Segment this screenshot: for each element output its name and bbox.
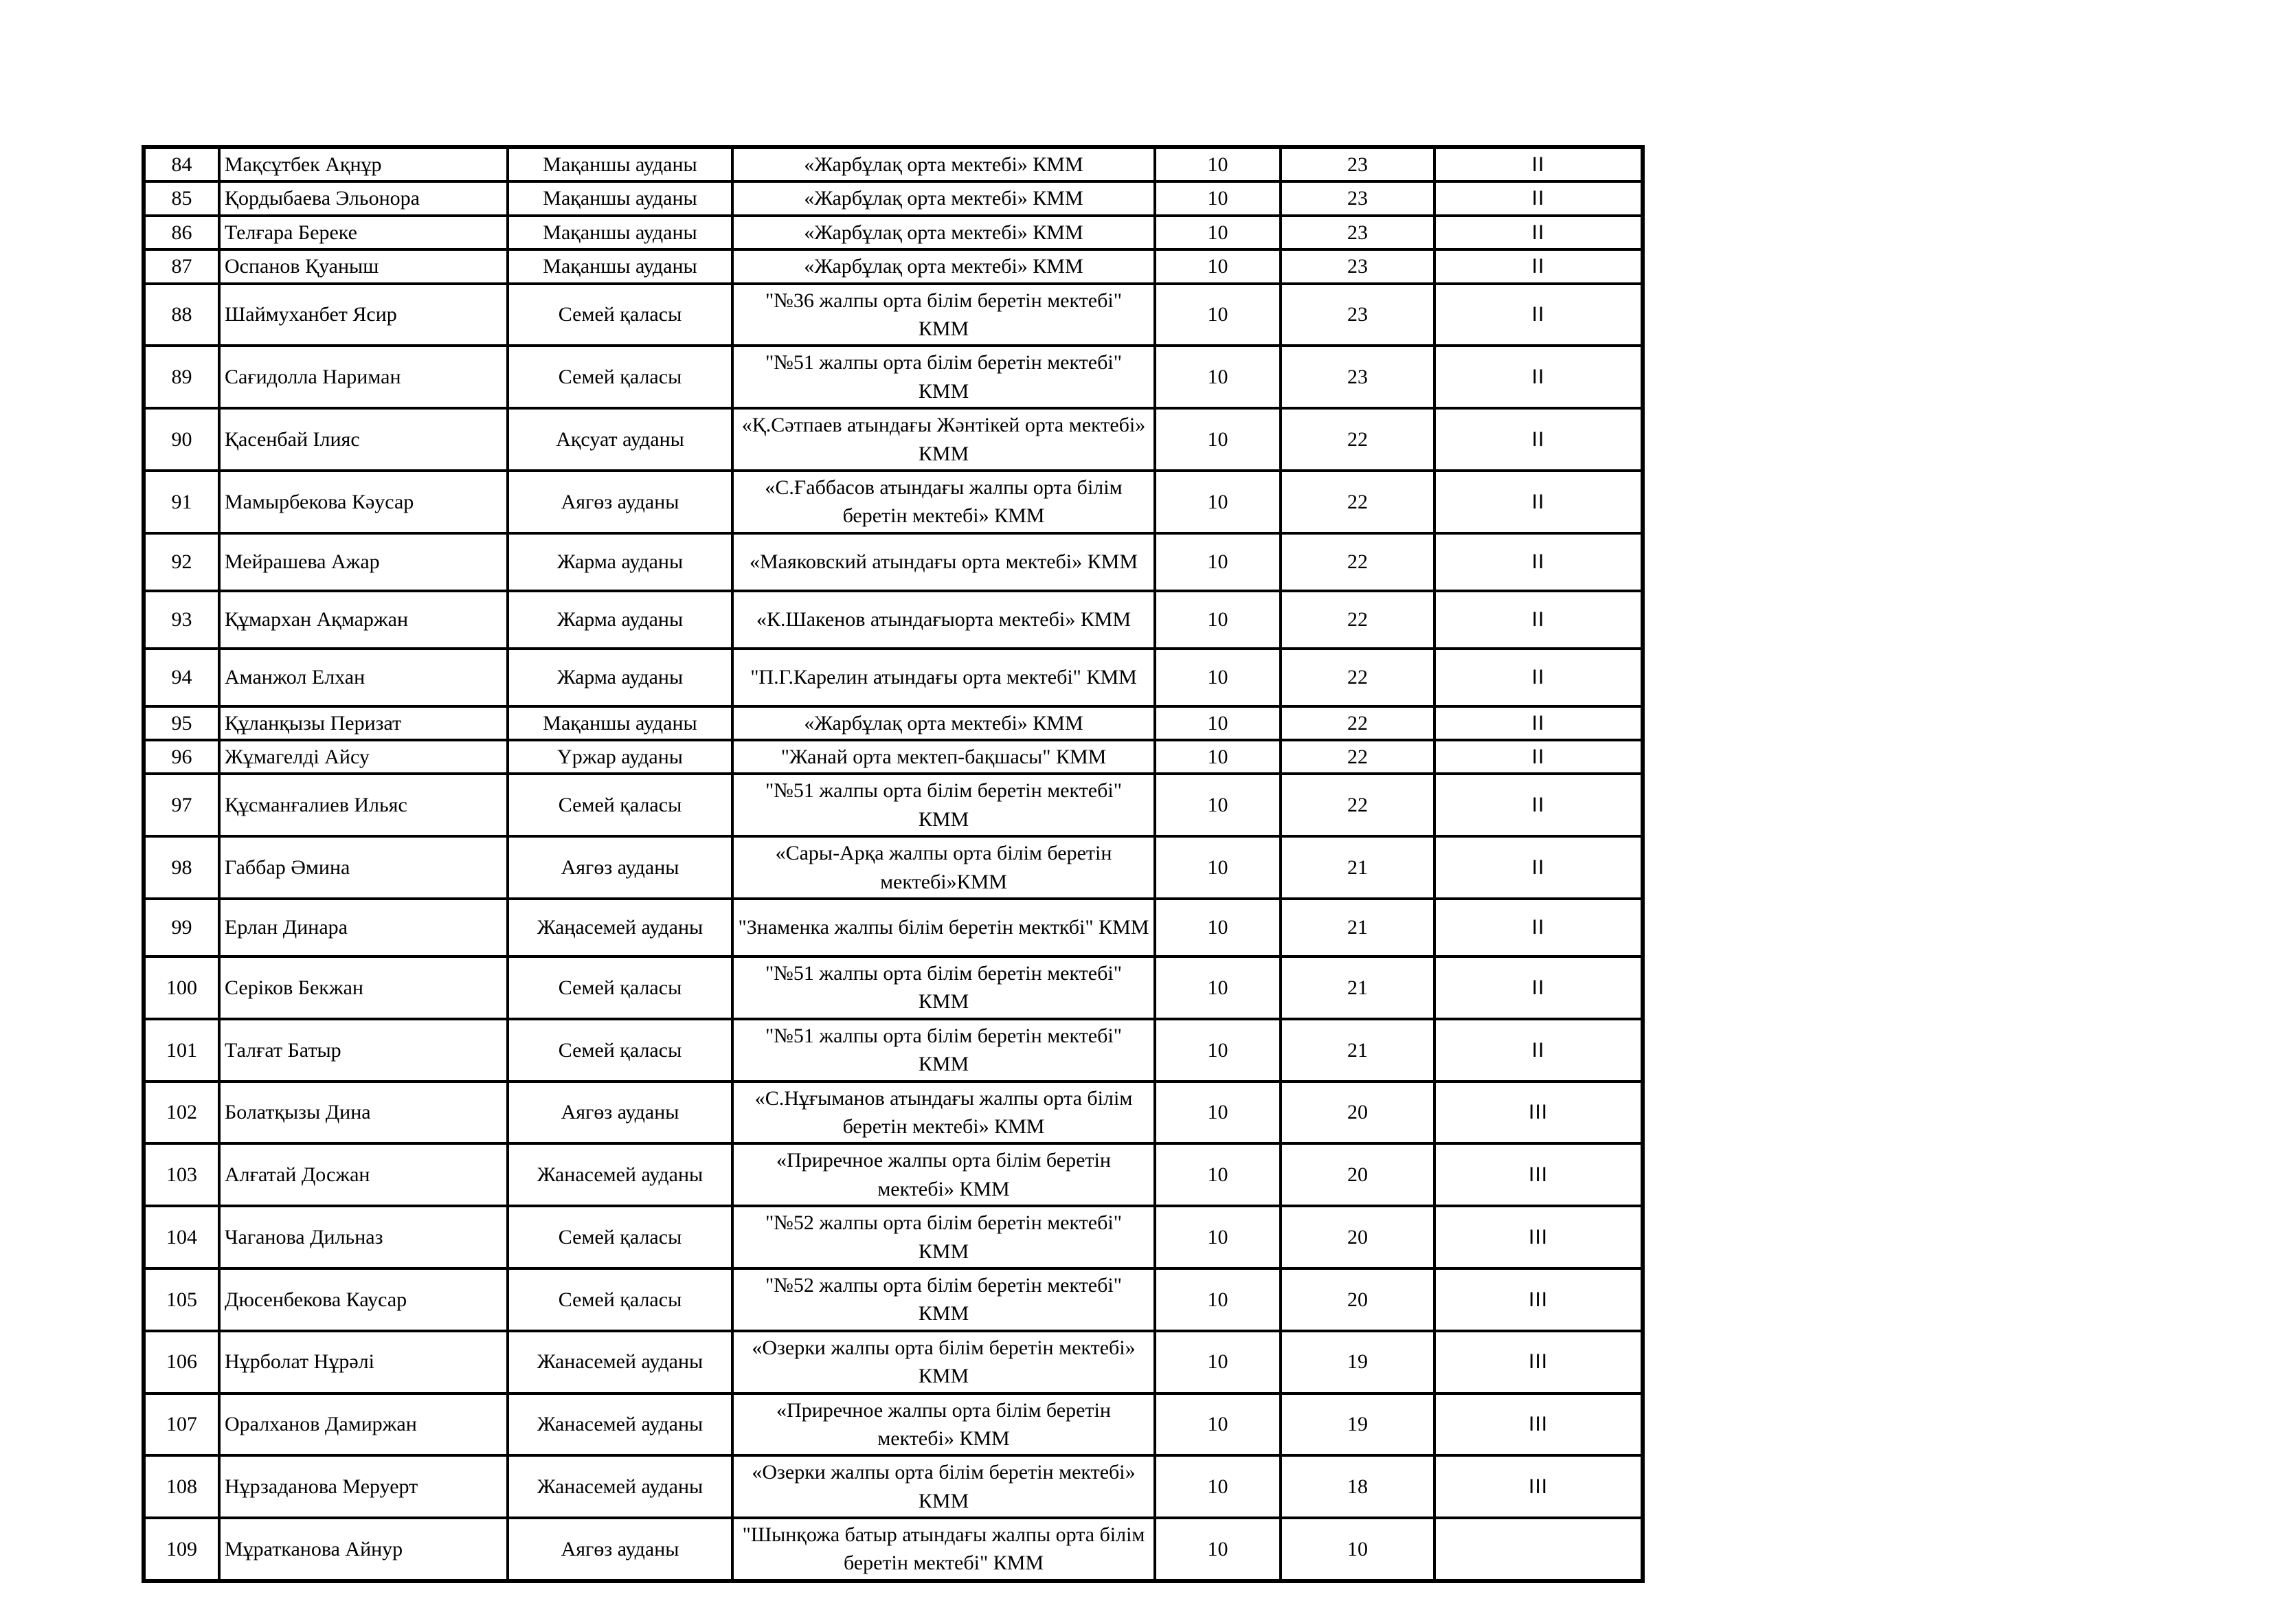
cell-district: Мақаншы ауданы: [508, 147, 732, 181]
cell-number: 94: [144, 649, 219, 706]
cell-level: II: [1434, 147, 1643, 181]
cell-student-name: Нұрзаданова Меруерт: [219, 1455, 508, 1518]
cell-level: [1434, 1518, 1643, 1581]
cell-number: 90: [144, 408, 219, 471]
table-row: [144, 740, 1643, 774]
document-page: [142, 145, 1645, 1583]
cell-school: «Сары-Арқа жалпы орта білім беретін мектебі»КММ: [732, 836, 1155, 899]
cell-score: 23: [1281, 216, 1434, 249]
cell-district: Семей қаласы: [508, 1206, 732, 1268]
cell-grade: 10: [1155, 147, 1281, 181]
cell-score: 22: [1281, 471, 1434, 533]
cell-number: 87: [144, 249, 219, 283]
cell-student-name: Телғара Береке: [219, 216, 508, 249]
cell-level: II: [1434, 249, 1643, 283]
table-row: [144, 533, 1643, 591]
cell-score: 23: [1281, 181, 1434, 215]
cell-score: 22: [1281, 649, 1434, 706]
cell-district: Семей қаласы: [508, 284, 732, 346]
cell-score: 22: [1281, 591, 1434, 649]
cell-student-name: Құмархан Ақмаржан: [219, 591, 508, 649]
cell-score: 23: [1281, 249, 1434, 283]
cell-district: Үржар ауданы: [508, 740, 732, 774]
cell-grade: 10: [1155, 408, 1281, 471]
cell-number: 104: [144, 1206, 219, 1268]
cell-grade: 10: [1155, 956, 1281, 1019]
cell-score: 22: [1281, 774, 1434, 836]
cell-school: «С.Ғаббасов атындағы жалпы орта білім беретін мектебі» КММ: [732, 471, 1155, 533]
table-row: [144, 1019, 1643, 1082]
cell-student-name: Габбар Әмина: [219, 836, 508, 899]
table-row: [144, 1206, 1643, 1268]
table-row: [144, 1393, 1643, 1456]
cell-grade: 10: [1155, 591, 1281, 649]
cell-student-name: Қордыбаева Эльонора: [219, 181, 508, 215]
cell-student-name: Чаганова Дильназ: [219, 1206, 508, 1268]
cell-school: "Жанай орта мектеп-бақшасы" КММ: [732, 740, 1155, 774]
cell-score: 20: [1281, 1206, 1434, 1268]
table-row: [144, 284, 1643, 346]
cell-number: 86: [144, 216, 219, 249]
cell-level: III: [1434, 1206, 1643, 1268]
cell-student-name: Мұратканова Айнур: [219, 1518, 508, 1581]
table-row: [144, 249, 1643, 283]
cell-number: 105: [144, 1268, 219, 1331]
cell-district: Семей қаласы: [508, 346, 732, 408]
table-row: [144, 836, 1643, 899]
cell-level: III: [1434, 1143, 1643, 1206]
cell-number: 84: [144, 147, 219, 181]
cell-district: Аягөз ауданы: [508, 1082, 732, 1144]
cell-grade: 10: [1155, 899, 1281, 956]
cell-student-name: Аманжол Елхан: [219, 649, 508, 706]
cell-student-name: Жұмагелді Айсу: [219, 740, 508, 774]
cell-level: II: [1434, 836, 1643, 899]
students-results-table: [142, 145, 1645, 1583]
cell-grade: 10: [1155, 1393, 1281, 1456]
cell-student-name: Оралханов Дамиржан: [219, 1393, 508, 1456]
cell-grade: 10: [1155, 1455, 1281, 1518]
cell-school: «Маяковский атындағы орта мектебі» КММ: [732, 533, 1155, 591]
cell-school: "№52 жалпы орта білім беретін мектебі" КММ: [732, 1268, 1155, 1331]
cell-level: III: [1434, 1393, 1643, 1456]
cell-score: 20: [1281, 1082, 1434, 1144]
cell-school: «Жарбұлақ орта мектебі» КММ: [732, 706, 1155, 740]
cell-level: III: [1434, 1331, 1643, 1393]
cell-grade: 10: [1155, 533, 1281, 591]
cell-number: 99: [144, 899, 219, 956]
cell-school: «Озерки жалпы орта білім беретін мектебі» КММ: [732, 1455, 1155, 1518]
cell-level: II: [1434, 181, 1643, 215]
cell-number: 91: [144, 471, 219, 533]
cell-school: «Жарбұлақ орта мектебі» КММ: [732, 181, 1155, 215]
cell-score: 21: [1281, 836, 1434, 899]
table-row: [144, 1455, 1643, 1518]
cell-level: II: [1434, 216, 1643, 249]
table-row: [144, 1143, 1643, 1206]
cell-level: II: [1434, 774, 1643, 836]
cell-district: Мақаншы ауданы: [508, 249, 732, 283]
cell-level: II: [1434, 649, 1643, 706]
cell-number: 97: [144, 774, 219, 836]
cell-district: Жарма ауданы: [508, 591, 732, 649]
cell-grade: 10: [1155, 284, 1281, 346]
cell-number: 108: [144, 1455, 219, 1518]
cell-score: 19: [1281, 1393, 1434, 1456]
cell-student-name: Мақсұтбек Ақнұр: [219, 147, 508, 181]
cell-school: «К.Шакенов атындағыорта мектебі» КММ: [732, 591, 1155, 649]
cell-grade: 10: [1155, 216, 1281, 249]
cell-student-name: Құсманғалиев Ильяс: [219, 774, 508, 836]
cell-district: Жарма ауданы: [508, 533, 732, 591]
cell-grade: 10: [1155, 249, 1281, 283]
cell-district: Жанасемей ауданы: [508, 1455, 732, 1518]
cell-score: 22: [1281, 533, 1434, 591]
cell-school: «Жарбұлақ орта мектебі» КММ: [732, 147, 1155, 181]
cell-district: Жанасемей ауданы: [508, 1143, 732, 1206]
cell-student-name: Алғатай Досжан: [219, 1143, 508, 1206]
cell-score: 20: [1281, 1268, 1434, 1331]
cell-grade: 10: [1155, 1143, 1281, 1206]
cell-grade: 10: [1155, 774, 1281, 836]
cell-level: II: [1434, 471, 1643, 533]
cell-student-name: Қасенбай Ілияс: [219, 408, 508, 471]
cell-level: III: [1434, 1455, 1643, 1518]
table-row: [144, 471, 1643, 533]
cell-score: 22: [1281, 408, 1434, 471]
cell-student-name: Талғат Батыр: [219, 1019, 508, 1082]
table-row: [144, 649, 1643, 706]
cell-student-name: Серіков Бекжан: [219, 956, 508, 1019]
cell-district: Мақаншы ауданы: [508, 181, 732, 215]
cell-student-name: Оспанов Қуаныш: [219, 249, 508, 283]
cell-number: 109: [144, 1518, 219, 1581]
cell-school: «Жарбұлақ орта мектебі» КММ: [732, 216, 1155, 249]
cell-number: 100: [144, 956, 219, 1019]
cell-score: 21: [1281, 1019, 1434, 1082]
cell-level: III: [1434, 1268, 1643, 1331]
cell-student-name: Дюсенбекова Каусар: [219, 1268, 508, 1331]
cell-level: II: [1434, 956, 1643, 1019]
cell-grade: 10: [1155, 471, 1281, 533]
cell-number: 93: [144, 591, 219, 649]
cell-number: 96: [144, 740, 219, 774]
cell-school: "№51 жалпы орта білім беретін мектебі" КММ: [732, 956, 1155, 1019]
table-body: [144, 147, 1643, 1581]
cell-grade: 10: [1155, 836, 1281, 899]
cell-score: 10: [1281, 1518, 1434, 1581]
cell-score: 23: [1281, 284, 1434, 346]
cell-number: 98: [144, 836, 219, 899]
cell-district: Аягөз ауданы: [508, 1518, 732, 1581]
table-row: [144, 408, 1643, 471]
table-row: [144, 1268, 1643, 1331]
cell-score: 22: [1281, 740, 1434, 774]
cell-district: Семей қаласы: [508, 774, 732, 836]
cell-district: Жанасемей ауданы: [508, 1331, 732, 1393]
cell-district: Мақаншы ауданы: [508, 706, 732, 740]
cell-score: 20: [1281, 1143, 1434, 1206]
cell-school: «Приречное жалпы орта білім беретін мектебі» КММ: [732, 1393, 1155, 1456]
cell-school: «Озерки жалпы орта білім беретін мектебі» КММ: [732, 1331, 1155, 1393]
table-row: [144, 181, 1643, 215]
table-row: [144, 956, 1643, 1019]
cell-school: «Қ.Сәтпаев атындағы Жәнтікей орта мектебі» КММ: [732, 408, 1155, 471]
cell-grade: 10: [1155, 740, 1281, 774]
cell-grade: 10: [1155, 706, 1281, 740]
cell-score: 22: [1281, 706, 1434, 740]
cell-student-name: Шаймуханбет Ясир: [219, 284, 508, 346]
cell-score: 21: [1281, 956, 1434, 1019]
cell-school: «С.Нұғыманов атындағы жалпы орта білім беретін мектебі» КММ: [732, 1082, 1155, 1144]
cell-level: III: [1434, 1082, 1643, 1144]
cell-school: "№36 жалпы орта білім беретін мектебі" КММ: [732, 284, 1155, 346]
cell-grade: 10: [1155, 1268, 1281, 1331]
cell-district: Жанасемей ауданы: [508, 1393, 732, 1456]
cell-district: Аягөз ауданы: [508, 471, 732, 533]
cell-score: 23: [1281, 346, 1434, 408]
cell-score: 18: [1281, 1455, 1434, 1518]
cell-number: 102: [144, 1082, 219, 1144]
cell-grade: 10: [1155, 181, 1281, 215]
cell-number: 95: [144, 706, 219, 740]
cell-level: II: [1434, 346, 1643, 408]
cell-school: "Знаменка жалпы білім беретін мекткбі" КММ: [732, 899, 1155, 956]
cell-district: Жарма ауданы: [508, 649, 732, 706]
cell-school: «Приречное жалпы орта білім беретін мектебі» КММ: [732, 1143, 1155, 1206]
cell-number: 92: [144, 533, 219, 591]
cell-score: 19: [1281, 1331, 1434, 1393]
cell-level: II: [1434, 591, 1643, 649]
cell-school: «Жарбұлақ орта мектебі» КММ: [732, 249, 1155, 283]
cell-student-name: Нұрболат Нұрәлі: [219, 1331, 508, 1393]
cell-level: II: [1434, 284, 1643, 346]
cell-number: 101: [144, 1019, 219, 1082]
cell-grade: 10: [1155, 1331, 1281, 1393]
cell-number: 106: [144, 1331, 219, 1393]
cell-school: "№51 жалпы орта білім беретін мектебі" КММ: [732, 346, 1155, 408]
cell-student-name: Сағидолла Нариман: [219, 346, 508, 408]
cell-school: "П.Г.Карелин атындағы орта мектебі" КММ: [732, 649, 1155, 706]
table-row: [144, 591, 1643, 649]
cell-school: "№51 жалпы орта білім беретін мектебі" КММ: [732, 774, 1155, 836]
cell-student-name: Мамырбекова Кәусар: [219, 471, 508, 533]
cell-district: Ақсуат ауданы: [508, 408, 732, 471]
cell-level: II: [1434, 408, 1643, 471]
cell-district: Жаңасемей ауданы: [508, 899, 732, 956]
cell-level: II: [1434, 899, 1643, 956]
cell-student-name: Ерлан Динара: [219, 899, 508, 956]
cell-number: 85: [144, 181, 219, 215]
cell-grade: 10: [1155, 1518, 1281, 1581]
cell-score: 21: [1281, 899, 1434, 956]
cell-number: 89: [144, 346, 219, 408]
cell-level: II: [1434, 740, 1643, 774]
cell-district: Семей қаласы: [508, 1268, 732, 1331]
cell-district: Семей қаласы: [508, 956, 732, 1019]
cell-school: "№52 жалпы орта білім беретін мектебі" КММ: [732, 1206, 1155, 1268]
cell-student-name: Мейрашева Ажар: [219, 533, 508, 591]
table-row: [144, 147, 1643, 181]
cell-number: 107: [144, 1393, 219, 1456]
table-row: [144, 1518, 1643, 1581]
cell-level: II: [1434, 706, 1643, 740]
cell-grade: 10: [1155, 346, 1281, 408]
cell-district: Семей қаласы: [508, 1019, 732, 1082]
table-row: [144, 899, 1643, 956]
cell-school: "№51 жалпы орта білім беретін мектебі" КММ: [732, 1019, 1155, 1082]
table-row: [144, 216, 1643, 249]
table-row: [144, 774, 1643, 836]
cell-grade: 10: [1155, 1019, 1281, 1082]
cell-number: 103: [144, 1143, 219, 1206]
table-row: [144, 346, 1643, 408]
cell-district: Аягөз ауданы: [508, 836, 732, 899]
cell-student-name: Болатқызы Дина: [219, 1082, 508, 1144]
cell-grade: 10: [1155, 1206, 1281, 1268]
cell-score: 23: [1281, 147, 1434, 181]
cell-grade: 10: [1155, 1082, 1281, 1144]
table-row: [144, 1331, 1643, 1393]
cell-level: II: [1434, 1019, 1643, 1082]
cell-level: II: [1434, 533, 1643, 591]
table-row: [144, 706, 1643, 740]
cell-school: "Шынқожа батыр атындағы жалпы орта білім беретін мектебі" КММ: [732, 1518, 1155, 1581]
table-row: [144, 1082, 1643, 1144]
cell-district: Мақаншы ауданы: [508, 216, 732, 249]
cell-grade: 10: [1155, 649, 1281, 706]
cell-student-name: Құланқызы Перизат: [219, 706, 508, 740]
cell-number: 88: [144, 284, 219, 346]
